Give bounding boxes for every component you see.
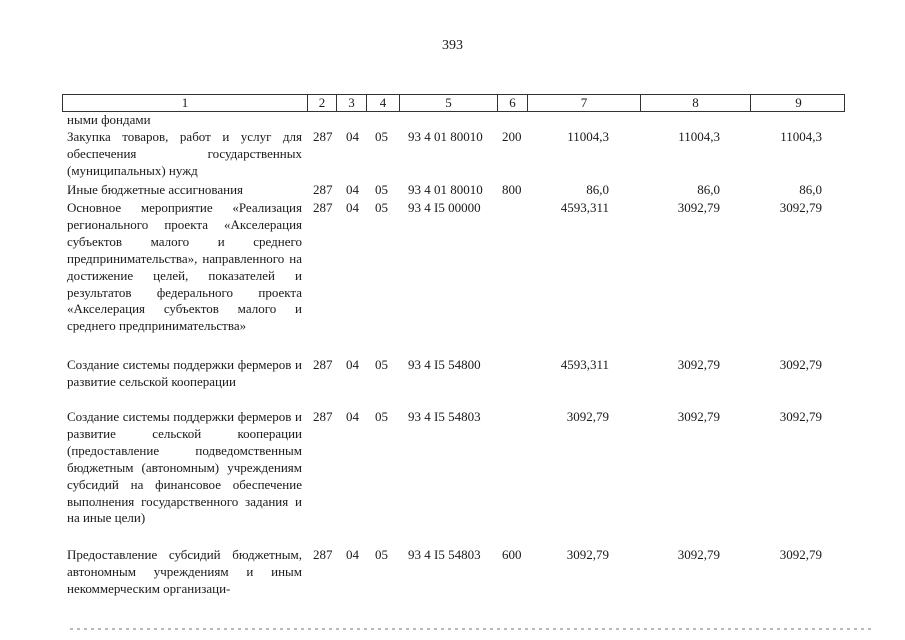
cell-col2: 287 [313, 129, 333, 144]
cell-col7: 4593,311 [560, 357, 609, 372]
column-header-1: 1 [63, 95, 308, 111]
cell-col5: 93 4 01 80010 [408, 129, 483, 144]
cell-col9: 11004,3 [780, 129, 822, 144]
column-header-8: 8 [641, 95, 751, 111]
cell-col8: 86,0 [697, 182, 720, 197]
column-header-2: 2 [308, 95, 337, 111]
cell-col6: 800 [502, 182, 522, 197]
cell-col3: 04 [346, 182, 359, 197]
row-name: Основное мероприятие «Реализация регионального проекта «Акселерация субъектов малого и среднего предпринимательства», направленного на достижение целей, показателей и результатов федерального проекта «Акселерация субъектов малого и среднего предпринимательства» [67, 200, 302, 334]
cell-col4: 05 [375, 409, 388, 424]
cell-col5: 93 4 I5 54803 [408, 547, 481, 562]
column-header-9: 9 [795, 95, 802, 110]
cell-col9: 3092,79 [779, 200, 822, 215]
cell-col5: 93 4 I5 54800 [408, 357, 481, 372]
cell-col3: 04 [346, 409, 359, 424]
cell-col5: 93 4 I5 00000 [408, 200, 481, 215]
column-header-5: 5 [400, 95, 498, 111]
scan-artifact [70, 628, 875, 630]
page-number: 393 [442, 38, 463, 53]
cell-col6: 200 [502, 129, 522, 144]
column-header-3: 3 [337, 95, 367, 111]
cell-col4: 05 [375, 129, 388, 144]
cell-col2: 287 [313, 182, 333, 197]
cell-col4: 05 [375, 182, 388, 197]
cell-col3: 04 [346, 357, 359, 372]
cell-col7: 86,0 [586, 182, 609, 197]
row-name: Иные бюджетные ассигнования [67, 182, 244, 197]
row-name: Закупка товаров, работ и услуг для обеспечения государственных (муниципальных) нужд [67, 129, 302, 178]
cell-col7: 11004,3 [567, 129, 609, 144]
cell-col8: 3092,79 [677, 200, 720, 215]
cell-col2: 287 [313, 200, 333, 215]
cell-col6: 600 [502, 547, 522, 562]
cell-col8: 3092,79 [677, 547, 720, 562]
column-header-7: 7 [528, 95, 641, 111]
cell-col2: 287 [313, 357, 333, 372]
cell-col5: 93 4 01 80010 [408, 182, 483, 197]
cell-col4: 05 [375, 357, 388, 372]
cell-col8: 3092,79 [677, 357, 720, 372]
row-name: ными фондами [67, 112, 151, 127]
cell-col3: 04 [346, 200, 359, 215]
cell-col4: 05 [375, 200, 388, 215]
cell-col9: 3092,79 [779, 357, 822, 372]
cell-col9: 3092,79 [779, 409, 822, 424]
column-header-4: 4 [367, 95, 400, 111]
cell-col9: 86,0 [799, 182, 822, 197]
cell-col9: 3092,79 [779, 547, 822, 562]
cell-col2: 287 [313, 547, 333, 562]
cell-col8: 3092,79 [677, 409, 720, 424]
row-name: Создание системы поддержки фермеров и развитие сельской кооперации (предоставление подведомственным бюджетным (автономным) учреждениям субсидий на финансовое обеспечение выполнения государственного задания и на иные цели) [67, 409, 302, 526]
column-header-6: 6 [498, 95, 528, 111]
cell-col2: 287 [313, 409, 333, 424]
table-header [62, 94, 845, 112]
cell-col5: 93 4 I5 54803 [408, 409, 481, 424]
row-name: Предоставление субсидий бюджетным, автономным учреждениям и иным некоммерческим организаци- [67, 547, 302, 596]
cell-col8: 11004,3 [678, 129, 720, 144]
cell-col3: 04 [346, 547, 359, 562]
cell-col7: 4593,311 [560, 200, 609, 215]
row-name: Создание системы поддержки фермеров и развитие сельской кооперации [67, 357, 302, 389]
cell-col4: 05 [375, 547, 388, 562]
cell-col3: 04 [346, 129, 359, 144]
cell-col7: 3092,79 [566, 409, 609, 424]
cell-col7: 3092,79 [566, 547, 609, 562]
